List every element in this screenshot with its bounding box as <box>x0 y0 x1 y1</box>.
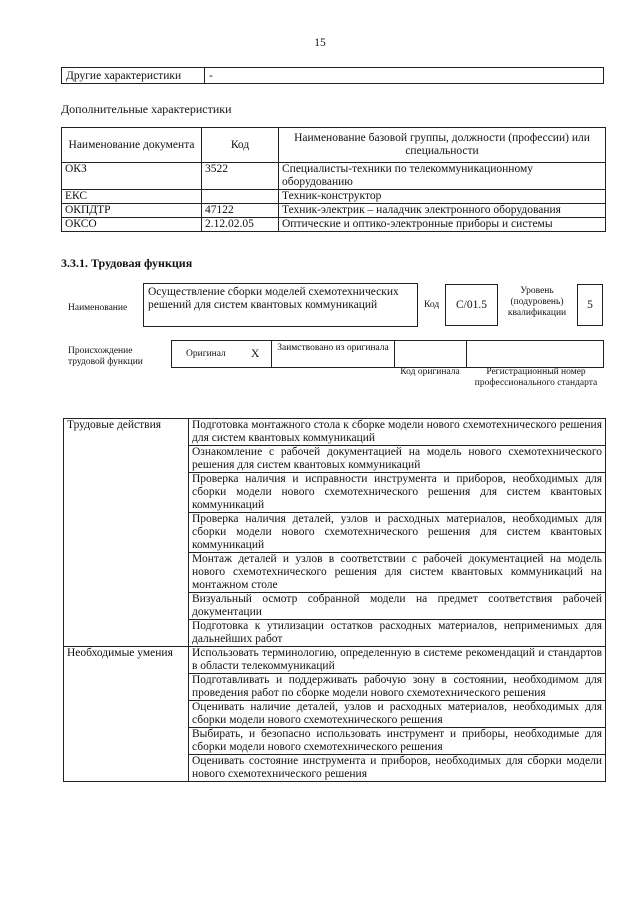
list-item: Ознакомление с рабочей документацией на модель нового схемотехнического решения для систем квантовых коммуникаций <box>189 446 606 473</box>
cell-document: ОКСО <box>62 218 202 232</box>
cell-code: 3522 <box>202 163 279 190</box>
other-characteristics-row <box>61 67 604 84</box>
code-original-label: Код оригинала <box>400 367 460 377</box>
other-characteristics-label: Другие характеристики <box>66 70 182 82</box>
cell-group: Техник-электрик – наладчик электронного оборудования <box>279 204 606 218</box>
table-row <box>62 204 606 218</box>
list-item: Использовать терминологию, определенную в системе рекомендаций и стандартов в области телекоммуникаций <box>189 647 606 674</box>
list-item: Проверка наличия и исправности инструмента и приборов, необходимых для сборки модели нового схемотехнического решения для систем квантовых коммуникаций <box>189 473 606 513</box>
list-item: Визуальный осмотр собранной модели на предмет соответствия рабочей документации <box>189 593 606 620</box>
code-label: Код <box>424 300 440 310</box>
function-code: C/01.5 <box>456 299 487 311</box>
cell-document: ОКЗ <box>62 163 202 190</box>
list-item: Оценивать состояние инструмента и приборов, необходимых для сборки модели нового схемотехнического решения <box>189 755 606 782</box>
function-code-box <box>445 284 498 326</box>
level-box <box>577 284 603 326</box>
cell-group: Специалисты-техники по телекоммуникационному оборудованию <box>279 163 606 190</box>
origin-label: Происхождение трудовой функции <box>68 346 143 367</box>
table-row <box>62 163 606 190</box>
cell-code: 2.12.02.05 <box>202 218 279 232</box>
name-label: Наименование <box>68 303 128 313</box>
group-label-actions: Трудовые действия <box>64 419 189 647</box>
cell-code: 47122 <box>202 204 279 218</box>
list-item: Оценивать наличие деталей, узлов и расходных материалов, необходимых для сборки модели нового схемотехнического решения <box>189 701 606 728</box>
list-item: Проверка наличия деталей, узлов и расходных материалов, необходимых для сборки модели нового схемотехнического решения для систем квантовых коммуникаций <box>189 513 606 553</box>
header-group: Наименование базовой группы, должности (профессии) или специальности <box>279 128 606 163</box>
level-label: Уровень (подуровень) квалификации <box>507 286 567 318</box>
original-label: Оригинал <box>186 349 226 359</box>
header-document: Наименование документа <box>62 128 202 163</box>
section-title: 3.3.1. Трудовая функция <box>61 256 193 270</box>
table-row <box>62 218 606 232</box>
table-row <box>64 647 606 674</box>
additional-characteristics-title: Дополнительные характеристики <box>61 102 232 116</box>
function-name: Осуществление сборки моделей схемотехнических решений для систем квантовых коммуникаций <box>148 286 399 311</box>
original-mark: X <box>251 348 260 360</box>
list-item: Выбирать, и безопасно использовать инструмент и приборы, необходимые для сборки модели нового схемотехнического решения <box>189 728 606 755</box>
column-divider <box>204 68 205 83</box>
table-row <box>64 419 606 446</box>
list-item: Монтаж деталей и узлов в соответствии с рабочей документацией на модель нового схемотехнического решения для систем квантовых коммуникаций на монтажном столе <box>189 553 606 593</box>
page-number: 15 <box>314 37 326 49</box>
other-characteristics-value: - <box>209 70 213 82</box>
borrowed-label: Заимствовано из оригинала <box>277 343 389 353</box>
labor-actions-table <box>63 418 606 782</box>
table-row <box>62 190 606 204</box>
cell-document: ОКПДТР <box>62 204 202 218</box>
list-item: Подготовка к утилизации остатков расходных материалов, неприменимых для дальнейших работ <box>189 620 606 647</box>
column-divider <box>466 341 467 367</box>
header-code: Код <box>202 128 279 163</box>
origin-row <box>171 340 604 368</box>
function-name-box <box>143 283 418 327</box>
level-value: 5 <box>587 299 593 311</box>
cell-document: ЕКС <box>62 190 202 204</box>
list-item: Подготовка монтажного стола к сборке модели нового схемотехнического решения для систем квантовых коммуникаций <box>189 419 606 446</box>
cell-group: Оптические и оптико-электронные приборы и системы <box>279 218 606 232</box>
list-item: Подготавливать и поддерживать рабочую зону в состоянии, необходимом для проведения работ по сборке модели нового схемотехнического решения <box>189 674 606 701</box>
cell-group: Техник-конструктор <box>279 190 606 204</box>
additional-characteristics-table <box>61 127 606 232</box>
reg-number-label: Регистрационный номер профессионального стандарта <box>474 367 598 388</box>
column-divider <box>271 341 272 367</box>
column-divider <box>394 341 395 367</box>
cell-code <box>202 190 279 204</box>
group-label-skills: Необходимые умения <box>64 647 189 782</box>
